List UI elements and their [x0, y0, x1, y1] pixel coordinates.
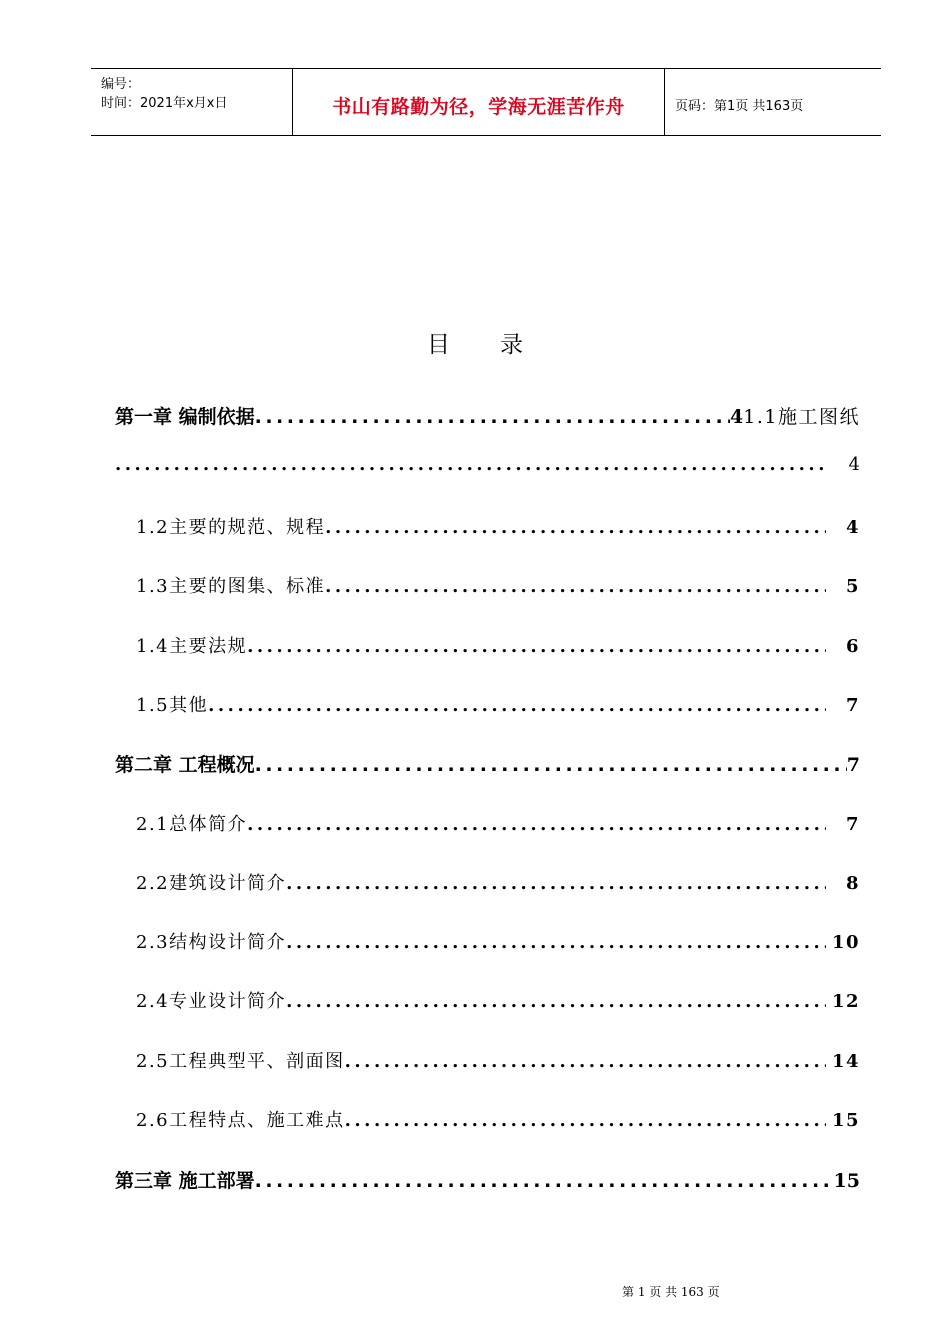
toc-entry-label: 2.6工程特点、施工难点 [136, 1110, 345, 1131]
toc-entry-1-2[interactable] [136, 513, 860, 539]
toc-leader-dots [255, 406, 730, 428]
toc-leader-dots [115, 454, 826, 475]
toc-entry-2-6[interactable] [136, 1106, 860, 1132]
toc-leader-dots [345, 1110, 826, 1131]
toc-entry-2-5[interactable] [136, 1047, 860, 1073]
toc-entry-page: 7 [846, 754, 860, 776]
toc-title: 目录 [427, 332, 573, 358]
toc-entry-label: 2.1总体简介 [136, 814, 248, 835]
toc-entry-label: 第三章 施工部署 [115, 1170, 255, 1192]
toc-entry-page: 6 [845, 636, 860, 657]
toc-leader-dots [247, 636, 826, 657]
toc-entry-chapter-2[interactable] [115, 750, 860, 777]
toc-entry-page: 12 [831, 991, 860, 1012]
toc-entry-label: 2.2建筑设计简介 [136, 873, 287, 894]
toc-entry-page: 7 [845, 695, 860, 716]
time-label: 时间：2021年x月x日 [101, 96, 228, 111]
toc-entry-1-5[interactable] [136, 691, 860, 717]
toc-entry-label: 1.2主要的规范、规程 [136, 517, 326, 538]
toc-entry-label: 1.4主要法规 [136, 636, 248, 657]
toc-entry-label: 1.3主要的图集、标准 [136, 576, 326, 597]
toc-entry-page: 10 [831, 932, 860, 953]
toc-entry-page: 4 [730, 406, 744, 428]
toc-entry-2-3[interactable] [136, 928, 860, 954]
toc-entry-page: 5 [845, 576, 860, 597]
toc-leader-dots [325, 576, 826, 597]
toc-entry-overflow-text: 1.1施工图纸 [743, 406, 860, 428]
page-info: 页码：第1页 共163页 [675, 99, 804, 114]
toc-leader-dots [255, 1170, 834, 1192]
toc-leader-dots [286, 991, 826, 1012]
toc-entry-label: 2.5工程典型平、剖面图 [136, 1051, 345, 1072]
serial-label: 编号： [101, 77, 141, 92]
toc-entry-1-4[interactable] [136, 632, 860, 658]
toc-entry-page: 4 [845, 517, 860, 538]
toc-entry-1-3[interactable] [136, 572, 860, 598]
toc-entry-1-1-continuation[interactable] [115, 454, 860, 475]
toc-leader-dots [345, 1051, 826, 1072]
motto-text: 书山有路勤为径，学海无涯苦作舟 [332, 96, 625, 118]
toc-entry-2-1[interactable] [136, 810, 860, 836]
toc-leader-dots [247, 814, 826, 835]
toc-entry-chapter-1[interactable] [115, 402, 860, 429]
toc-leader-dots [255, 754, 847, 776]
toc-entry-page: 14 [831, 1051, 860, 1072]
toc-entry-label: 1.5其他 [136, 695, 209, 716]
page-footer: 第 1 页 共 163 页 [622, 1285, 720, 1299]
toc-entry-label: 第二章 工程概况 [115, 754, 255, 776]
toc-entry-label: 2.4专业设计简介 [136, 991, 287, 1012]
toc-leader-dots [286, 873, 826, 894]
toc-entry-label: 第一章 编制依据 [115, 406, 255, 428]
toc-entry-page: 8 [845, 873, 860, 894]
toc-entry-page: 4 [848, 454, 860, 475]
toc-leader-dots [208, 695, 826, 716]
toc-entry-page: 15 [833, 1170, 860, 1192]
toc-entry-2-2[interactable] [136, 869, 860, 895]
toc-leader-dots [286, 932, 826, 953]
toc-leader-dots [325, 517, 826, 538]
toc-entry-chapter-3[interactable] [115, 1166, 860, 1193]
toc-entry-page: 15 [831, 1110, 860, 1131]
toc-entry-label: 2.3结构设计简介 [136, 932, 287, 953]
toc-entry-2-4[interactable] [136, 987, 860, 1013]
toc-entry-page: 7 [845, 814, 860, 835]
